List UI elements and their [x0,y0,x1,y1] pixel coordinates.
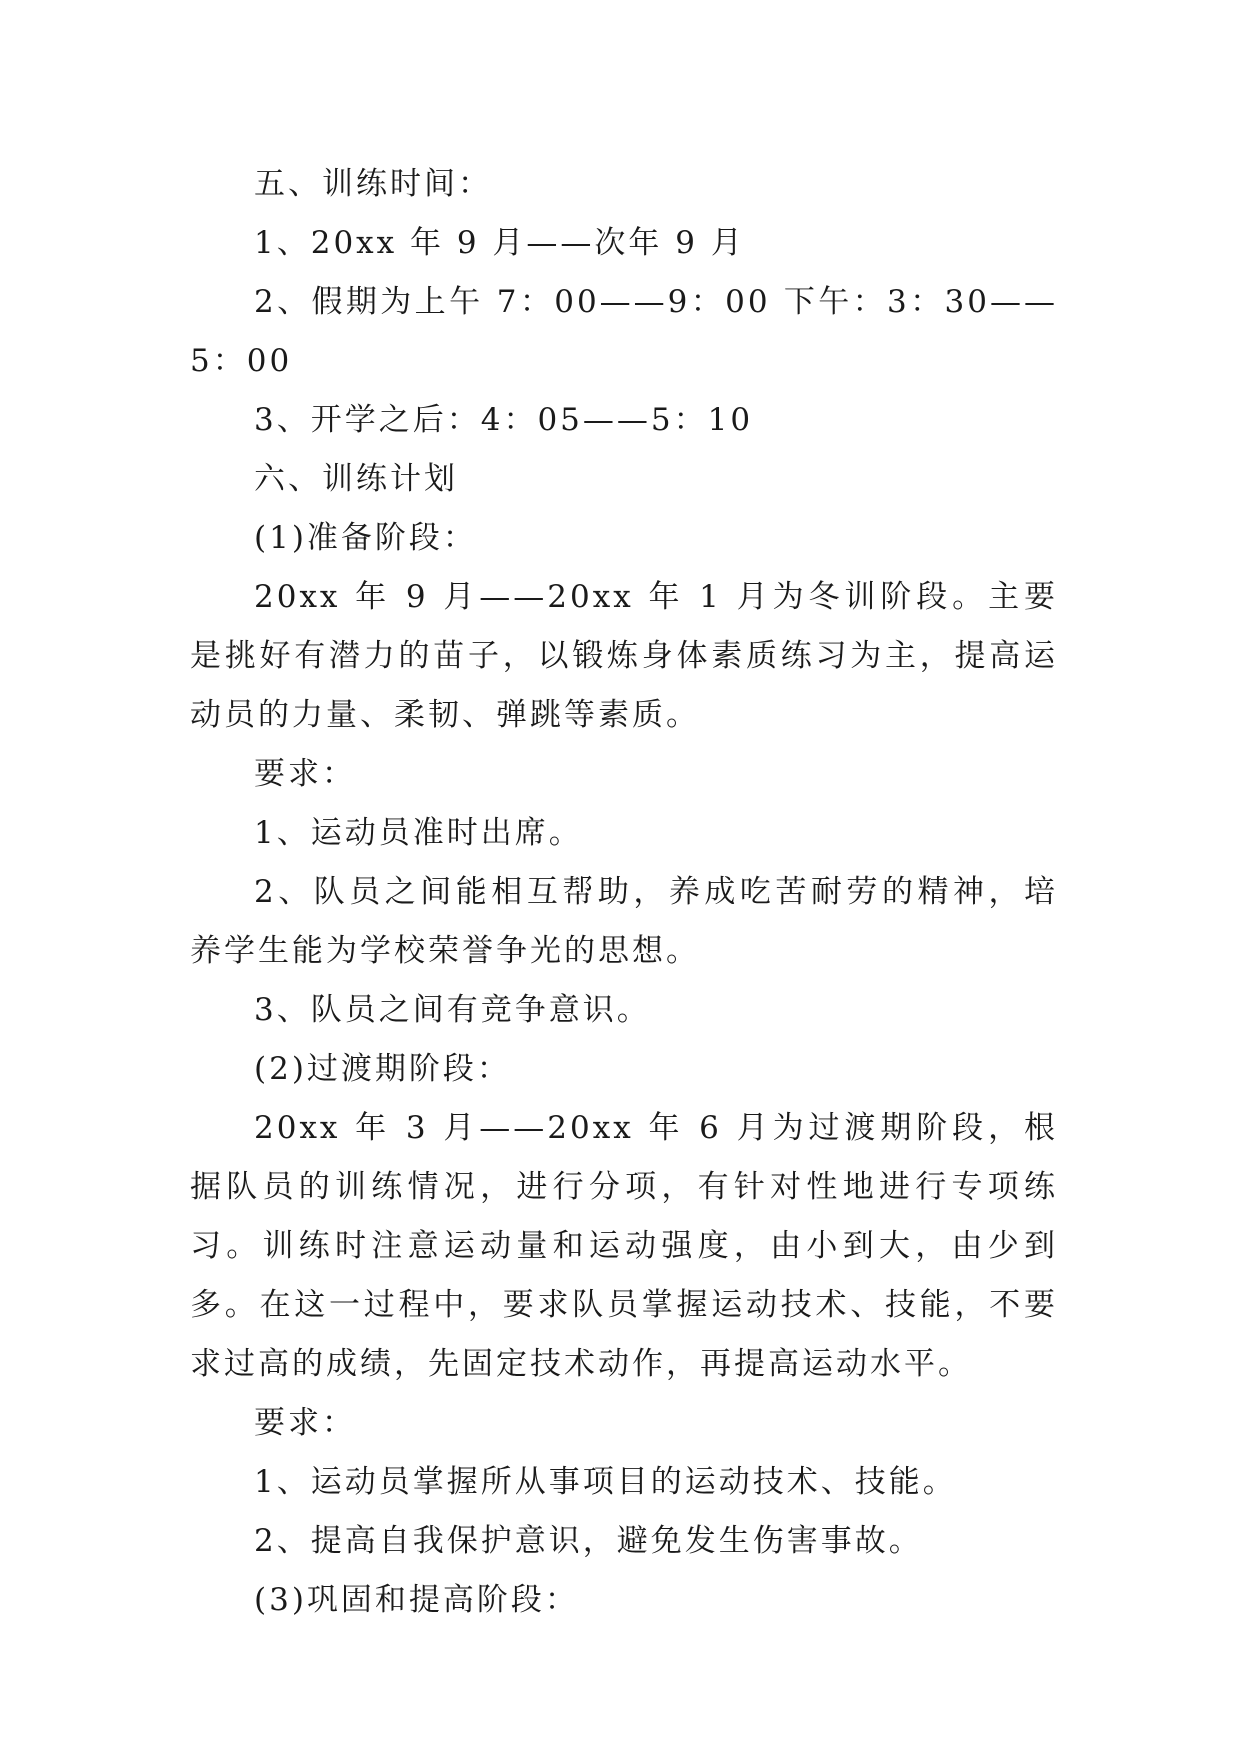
list-item: 1、20xx 年 9 月——次年 9 月 [254,225,745,261]
paragraph: 20xx 年 3 月——20xx 年 6 月为过渡期阶段，根据队员的训练情况，进行分项，有针对性地进行专项练习。训练时注意运动量和运动强度，由小到大，由少到多。在这一过程中，要求队员掌握运动技术、技能，不要求过高的成绩，先固定技术动作，再提高运动水平。 [190,1110,1058,1382]
list-item: 1、运动员掌握所从事项目的运动技术、技能。 [254,1464,957,1500]
list-item: 3、开学之后：4：05——5：10 [254,402,754,438]
document-body [190,155,1058,1630]
list-item: 3、队员之间有竞争意识。 [254,992,651,1028]
subheading-consolidation-stage: (3)巩固和提高阶段： [254,1582,579,1618]
subheading-preparation-stage: (1)准备阶段： [254,520,477,556]
paragraph: 20xx 年 9 月——20xx 年 1 月为冬训阶段。主要是挑好有潜力的苗子，以锻炼身体素质练习为主，提高运动员的力量、柔韧、弹跳等素质。 [190,579,1058,733]
subheading-transition-stage: (2)过渡期阶段： [254,1051,511,1087]
list-item: 1、运动员准时出席。 [254,815,583,851]
requirements-label: 要求： [254,756,356,792]
list-item: 2、队员之间能相互帮助，养成吃苦耐劳的精神，培养学生能为学校荣誉争光的思想。 [190,874,1058,969]
list-item: 2、提高自我保护意识，避免发生伤害事故。 [254,1523,923,1559]
list-item: 2、假期为上午 7：00——9：00 下午：3：30——5：00 [190,284,1058,379]
heading-training-time: 五、训练时间： [254,166,492,202]
requirements-label: 要求： [254,1405,356,1441]
heading-training-plan: 六、训练计划 [254,461,458,497]
